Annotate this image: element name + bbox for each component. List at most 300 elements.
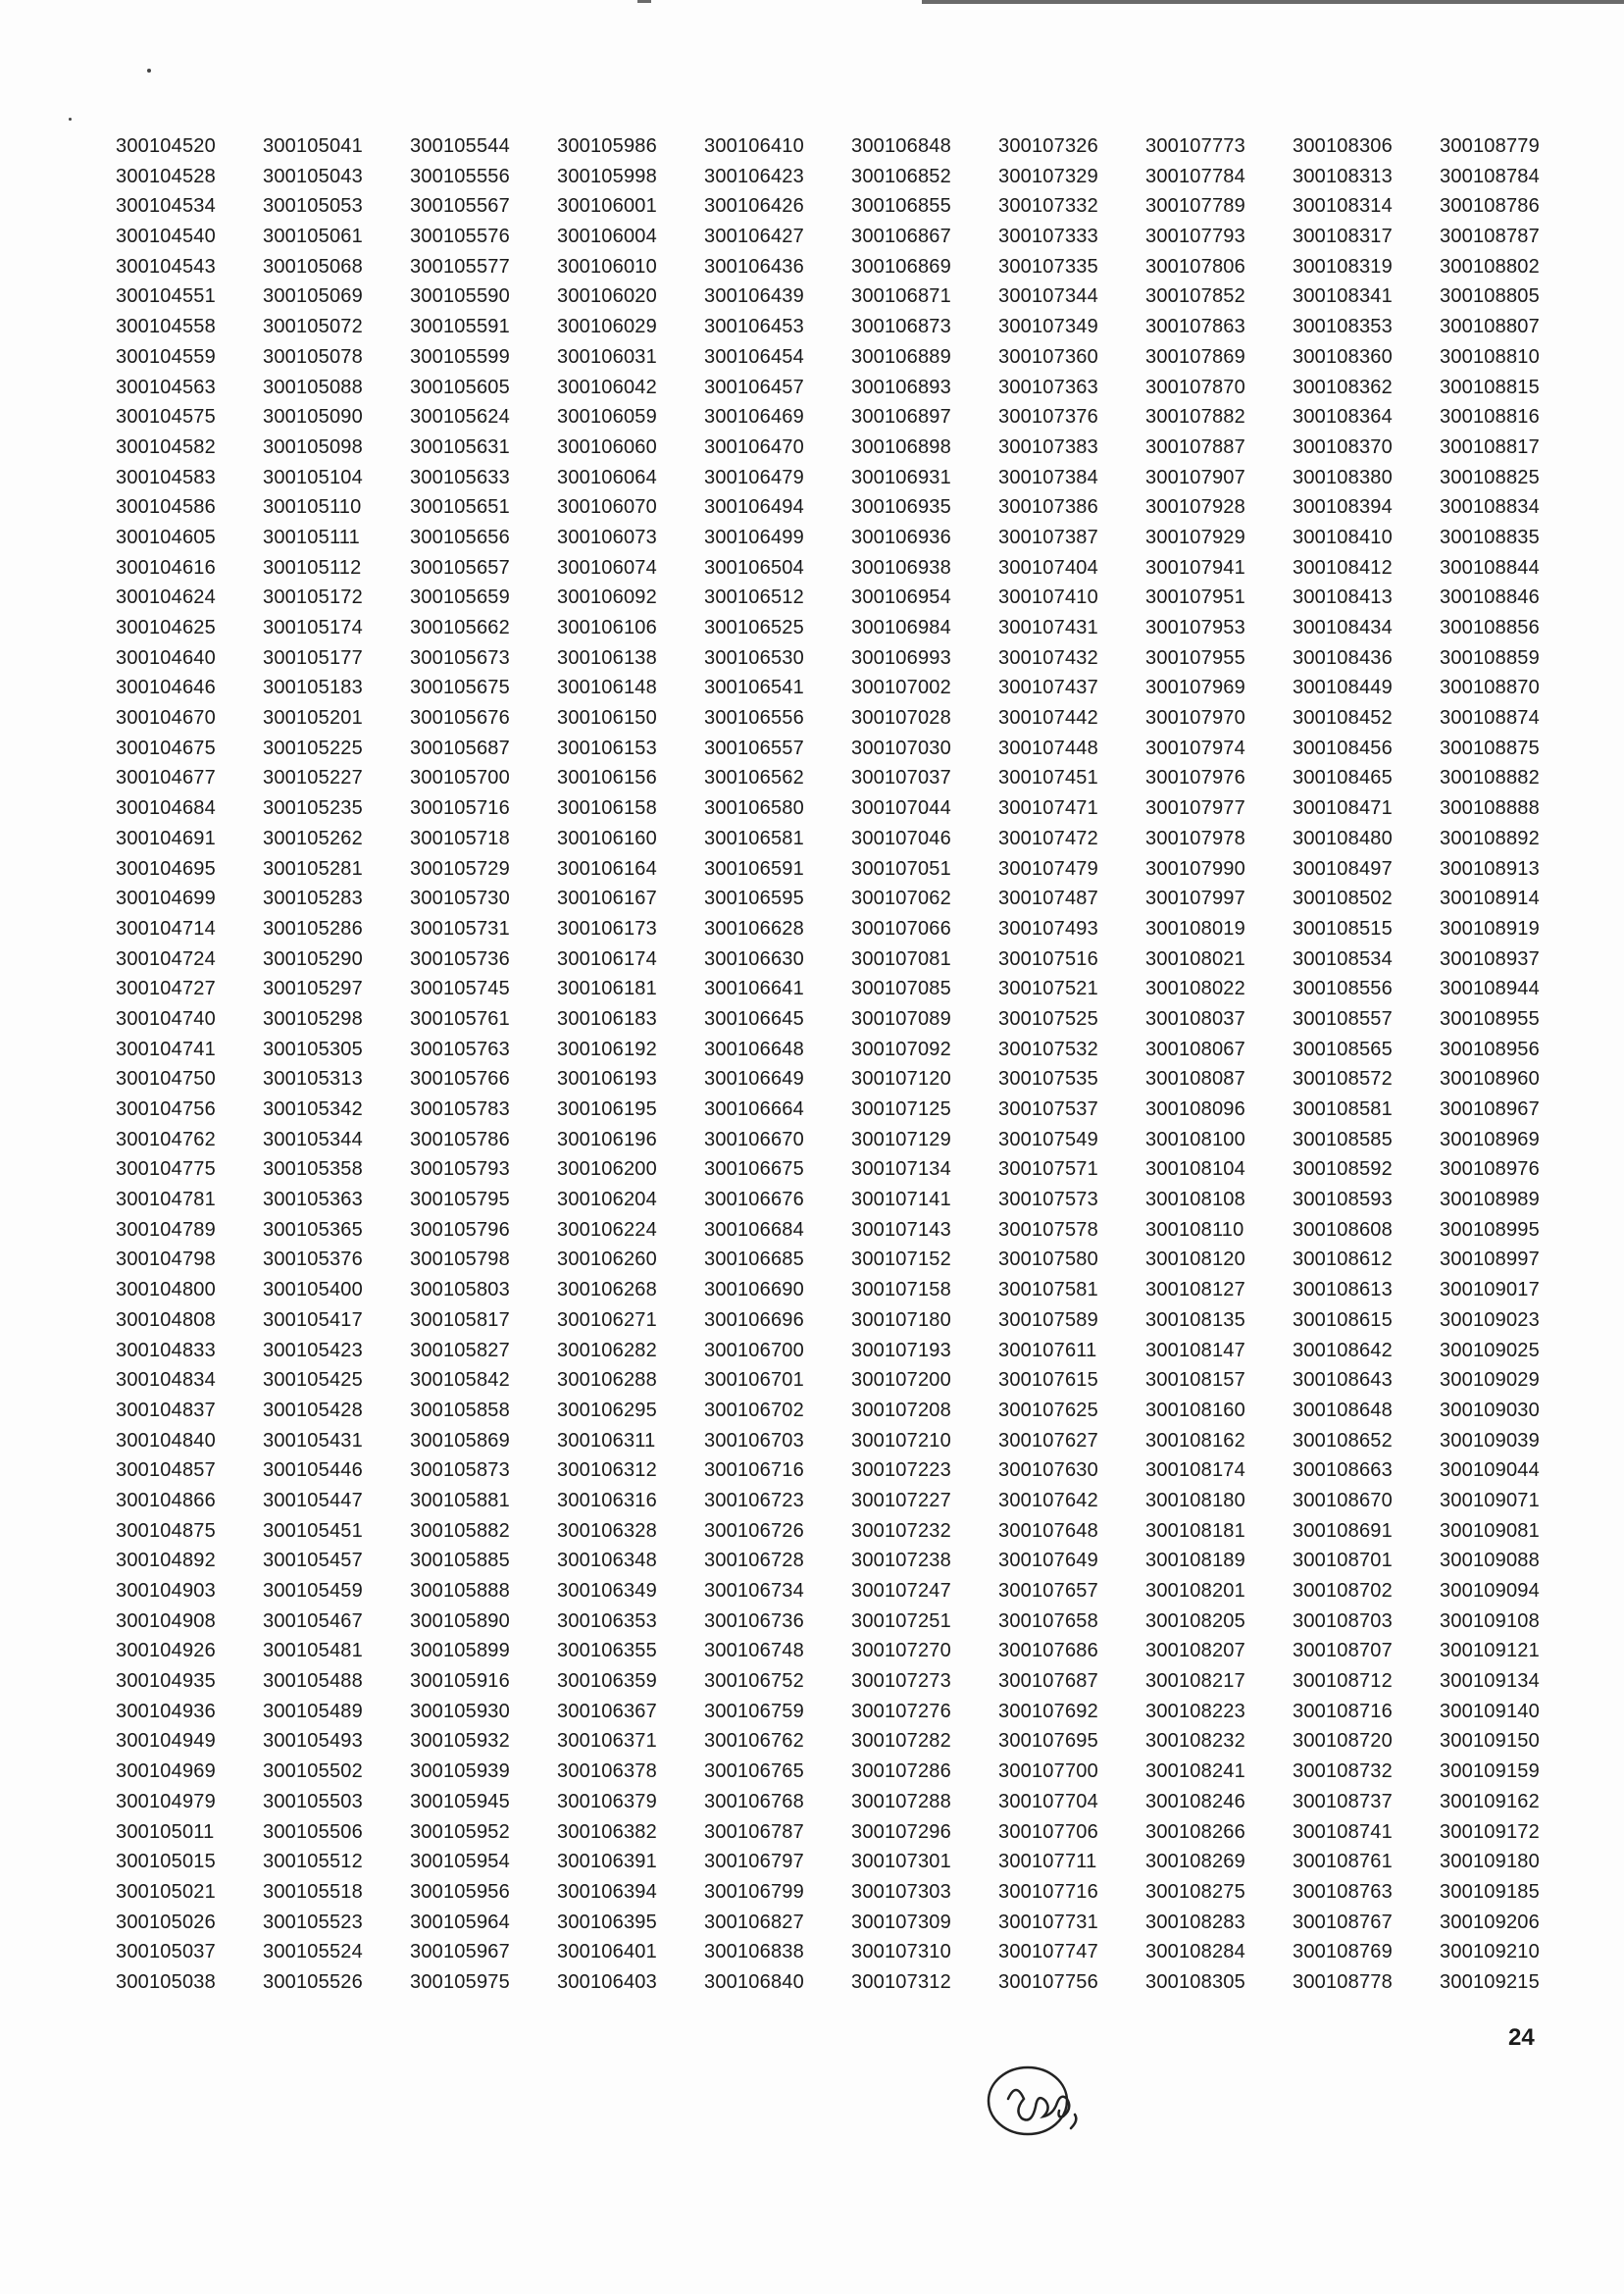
number-cell: 300109039: [1440, 1429, 1540, 1452]
number-cell: 300106648: [704, 1038, 804, 1060]
number-cell: 300109081: [1440, 1519, 1540, 1542]
number-cell: 300105556: [410, 165, 510, 187]
number-cell: 300108456: [1293, 737, 1393, 759]
number-cell: 300107711: [998, 1851, 1097, 1873]
number-cell: 300104520: [116, 135, 216, 157]
number-cell: 300108127: [1145, 1279, 1245, 1301]
number-cell: 300107232: [851, 1519, 951, 1542]
number-cell: 300107030: [851, 737, 951, 759]
number-cell: 300106726: [704, 1519, 804, 1542]
number-cell: 300105763: [410, 1038, 510, 1060]
number-cell: 300106355: [557, 1640, 657, 1662]
number-cell: 300105457: [263, 1550, 363, 1572]
number-cell: 300108021: [1145, 947, 1245, 970]
number-cell: 300107521: [998, 978, 1098, 1000]
number-cell: 300107578: [998, 1218, 1098, 1241]
number-column: [263, 131, 410, 1998]
number-cell: 300108976: [1440, 1158, 1540, 1181]
number-cell: 300108019: [1145, 917, 1245, 940]
number-cell: 300107089: [851, 1007, 951, 1030]
number-cell: 300105675: [410, 677, 510, 699]
number-cell: 300105313: [263, 1068, 363, 1091]
number-cell: 300108913: [1440, 857, 1540, 880]
number-cell: 300108581: [1293, 1098, 1393, 1120]
number-cell: 300105567: [410, 195, 510, 218]
number-cell: 300106060: [557, 435, 657, 458]
number-cell: 300109134: [1440, 1670, 1540, 1693]
number-cell: 300105376: [263, 1249, 363, 1271]
number-cell: 300105068: [263, 255, 363, 278]
number-cell: 300105932: [410, 1730, 510, 1753]
number-cell: 300104892: [116, 1550, 216, 1572]
number-cell: 300106556: [704, 707, 804, 730]
number-cell: 300106696: [704, 1308, 804, 1331]
number-cell: 300105283: [263, 888, 363, 910]
number-cell: 300107887: [1145, 435, 1245, 458]
number-cell: 300108955: [1440, 1007, 1540, 1030]
number-cell: 300108313: [1293, 165, 1393, 187]
number-cell: 300106469: [704, 406, 804, 429]
number-cell: 300105624: [410, 406, 510, 429]
number-cell: 300107581: [998, 1279, 1098, 1301]
number-cell: 300104640: [116, 646, 216, 669]
number-cell: 300108585: [1293, 1128, 1393, 1150]
number-cell: 300107615: [998, 1369, 1098, 1392]
number-cell: 300105718: [410, 827, 510, 849]
number-cell: 300107344: [998, 285, 1098, 308]
number-cell: 300104926: [116, 1640, 216, 1662]
number-cell: 300105605: [410, 376, 510, 398]
number-cell: 300105088: [263, 376, 363, 398]
number-cell: 300106401: [557, 1941, 657, 1963]
number-cell: 300104724: [116, 947, 216, 970]
number-cell: 300108810: [1440, 345, 1540, 368]
number-cell: 300108452: [1293, 707, 1393, 730]
number-cell: 300108364: [1293, 406, 1393, 429]
number-cell: 300105673: [410, 646, 510, 669]
number-cell: 300106282: [557, 1339, 657, 1361]
number-cell: 300109215: [1440, 1970, 1540, 1993]
page-number: 24: [1508, 2024, 1535, 2051]
number-cell: 300107129: [851, 1128, 951, 1150]
number-cell: 300107303: [851, 1880, 951, 1903]
number-cell: 300108670: [1293, 1489, 1393, 1511]
number-cell: 300105916: [410, 1670, 510, 1693]
number-cell: 300105110: [263, 496, 362, 519]
number-cell: 300108217: [1145, 1670, 1245, 1693]
number-cell: 300104675: [116, 737, 216, 759]
number-cell: 300106423: [704, 165, 804, 187]
number-cell: 300107929: [1145, 526, 1245, 548]
number-cell: 300108608: [1293, 1218, 1393, 1241]
number-cell: 300106581: [704, 827, 804, 849]
number-cell: 300104616: [116, 556, 216, 579]
number-cell: 300105015: [116, 1851, 216, 1873]
number-cell: 300107974: [1145, 737, 1245, 759]
number-cell: 300105365: [263, 1218, 363, 1241]
number-cell: 300108471: [1293, 797, 1393, 820]
number-cell: 300108246: [1145, 1790, 1245, 1812]
number-cell: 300107990: [1145, 857, 1245, 880]
number-cell: 300107731: [998, 1911, 1098, 1933]
number-cell: 300105281: [263, 857, 363, 880]
number-cell: 300108712: [1293, 1670, 1393, 1693]
number-cell: 300104837: [116, 1399, 216, 1421]
number-cell: 300105798: [410, 1249, 510, 1271]
number-cell: 300104727: [116, 978, 216, 1000]
number-cell: 300108834: [1440, 496, 1540, 519]
number-cell: 300105305: [263, 1038, 363, 1060]
number-cell: 300108874: [1440, 707, 1540, 730]
number-cell: 300108720: [1293, 1730, 1393, 1753]
number-cell: 300107066: [851, 917, 951, 940]
number-cell: 300107437: [998, 677, 1098, 699]
number-cell: 300107863: [1145, 316, 1245, 338]
scan-artifact-top: [922, 0, 1624, 4]
number-cell: 300107276: [851, 1700, 951, 1722]
number-cell: 300106260: [557, 1249, 657, 1271]
number-cell: 300106855: [851, 195, 951, 218]
number-cell: 300107251: [851, 1609, 951, 1632]
number-cell: 300105657: [410, 556, 510, 579]
number-cell: 300108892: [1440, 827, 1540, 849]
number-cell: 300104875: [116, 1519, 216, 1542]
number-cell: 300108642: [1293, 1339, 1393, 1361]
number-cell: 300108572: [1293, 1068, 1393, 1091]
number-cell: 300106193: [557, 1068, 657, 1091]
number-cell: 300105700: [410, 767, 510, 790]
number-cell: 300108937: [1440, 947, 1540, 970]
number-cell: 300108410: [1293, 526, 1393, 548]
number-cell: 300107642: [998, 1489, 1098, 1511]
number-cell: 300104646: [116, 677, 216, 699]
number-cell: 300108180: [1145, 1489, 1245, 1511]
number-cell: 300107793: [1145, 226, 1245, 248]
number-cell: 300107951: [1145, 586, 1245, 609]
number-cell: 300104691: [116, 827, 216, 849]
number-cell: 300108816: [1440, 406, 1540, 429]
number-cell: 300107479: [998, 857, 1098, 880]
number-cell: 300108515: [1293, 917, 1393, 940]
number-cell: 300108465: [1293, 767, 1393, 790]
number-cell: 300105591: [410, 316, 510, 338]
number-cell: 300105817: [410, 1308, 510, 1331]
number-cell: 300108870: [1440, 677, 1540, 699]
number-cell: 300108825: [1440, 466, 1540, 488]
number-cell: 300107384: [998, 466, 1098, 488]
number-cell: 300109017: [1440, 1279, 1540, 1301]
scan-artifact-top-left: [637, 0, 651, 3]
number-cell: 300108565: [1293, 1038, 1393, 1060]
number-cell: 300108786: [1440, 195, 1540, 218]
number-cell: 300108037: [1145, 1007, 1245, 1030]
number-cell: 300107695: [998, 1730, 1098, 1753]
number-cell: 300108648: [1293, 1399, 1393, 1421]
number-cell: 300108100: [1145, 1128, 1245, 1150]
number-cell: 300107451: [998, 767, 1098, 790]
number-cell: 300105869: [410, 1429, 510, 1452]
number-cell: 300106183: [557, 1007, 657, 1030]
number-cell: 300108266: [1145, 1820, 1245, 1843]
number-cell: 300106426: [704, 195, 804, 218]
number-cell: 300105503: [263, 1790, 363, 1812]
number-cell: 300107386: [998, 496, 1098, 519]
number-cell: 300105803: [410, 1279, 510, 1301]
number-cell: 300107686: [998, 1640, 1098, 1662]
number-cell: 300106873: [851, 316, 951, 338]
number-cell: 300105298: [263, 1007, 363, 1030]
number-cell: 300106701: [704, 1369, 804, 1392]
number-cell: 300105577: [410, 255, 510, 278]
number-cell: 300106378: [557, 1760, 657, 1783]
number-cell: 300107152: [851, 1249, 951, 1271]
number-cell: 300107472: [998, 827, 1098, 849]
number-cell: 300107525: [998, 1007, 1098, 1030]
number-cell: 300106454: [704, 345, 804, 368]
number-cell: 300105651: [410, 496, 510, 519]
number-cell: 300108104: [1145, 1158, 1245, 1181]
number-cell: 300105964: [410, 1911, 510, 1933]
number-cell: 300107158: [851, 1279, 951, 1301]
number-cell: 300108732: [1293, 1760, 1393, 1783]
number-cell: 300105954: [410, 1851, 510, 1873]
number-cell: 300106164: [557, 857, 657, 880]
number-cell: 300106195: [557, 1098, 657, 1120]
number-cell: 300107976: [1145, 767, 1245, 790]
number-cell: 300104781: [116, 1189, 216, 1211]
number-cell: 300105795: [410, 1189, 510, 1211]
number-cell: 300105358: [263, 1158, 363, 1181]
number-cell: 300107657: [998, 1580, 1098, 1602]
number-cell: 300107081: [851, 947, 951, 970]
number-cell: 300107687: [998, 1670, 1098, 1693]
number-cell: 300105290: [263, 947, 363, 970]
number-cell: 300106931: [851, 466, 951, 488]
number-cell: 300109159: [1440, 1760, 1540, 1783]
number-cell: 300109185: [1440, 1880, 1540, 1903]
number-cell: 300105512: [263, 1851, 363, 1873]
number-column: [1293, 131, 1440, 1998]
number-cell: 300106395: [557, 1911, 657, 1933]
number-cell: 300106938: [851, 556, 951, 579]
number-cell: 300105890: [410, 1609, 510, 1632]
number-cell: 300109162: [1440, 1790, 1540, 1812]
number-cell: 300106106: [557, 617, 657, 638]
number-cell: 300107432: [998, 646, 1098, 669]
number-cell: 300106348: [557, 1550, 657, 1572]
number-cell: 300109150: [1440, 1730, 1540, 1753]
number-cell: 300106470: [704, 435, 804, 458]
number-cell: 300105599: [410, 345, 510, 368]
number-cell: 300104866: [116, 1489, 216, 1511]
number-cell: 300105858: [410, 1399, 510, 1421]
number-cell: 300107969: [1145, 677, 1245, 699]
number-cell: 300107493: [998, 917, 1098, 940]
number-cell: 300105786: [410, 1128, 510, 1150]
number-cell: 300106703: [704, 1429, 804, 1452]
number-cell: 300107051: [851, 857, 951, 880]
number-cell: 300106158: [557, 797, 657, 820]
number-cell: 300108497: [1293, 857, 1393, 880]
number-cell: 300107286: [851, 1760, 951, 1783]
number-cell: 300107125: [851, 1098, 951, 1120]
number-cell: 300107120: [851, 1068, 951, 1091]
number-cell: 300106799: [704, 1880, 804, 1903]
number-cell: 300107037: [851, 767, 951, 790]
number-cell: 300107335: [998, 255, 1098, 278]
number-cell: 300108989: [1440, 1189, 1540, 1211]
number-cell: 300108615: [1293, 1308, 1393, 1331]
number-cell: 300105967: [410, 1941, 510, 1963]
number-cell: 300105544: [410, 135, 510, 157]
number-cell: 300107333: [998, 226, 1098, 248]
number-cell: 300107141: [851, 1189, 951, 1211]
number-cell: 300108741: [1293, 1820, 1393, 1843]
number-cell: 300106889: [851, 345, 951, 368]
number-cell: 300107310: [851, 1941, 951, 1963]
number-cell: 300108174: [1145, 1459, 1245, 1482]
number-cell: 300108888: [1440, 797, 1540, 820]
number-cell: 300106525: [704, 617, 804, 638]
number-cell: 300108412: [1293, 556, 1393, 579]
number-cell: 300106670: [704, 1128, 804, 1150]
number-cell: 300106436: [704, 255, 804, 278]
number-cell: 300104714: [116, 917, 216, 940]
number-cell: 300105986: [557, 135, 657, 157]
number-cell: 300107978: [1145, 827, 1245, 849]
number-cell: 300104583: [116, 466, 216, 488]
number-cell: 300106059: [557, 406, 657, 429]
number-cell: 300107410: [998, 586, 1098, 609]
number-cell: 300107716: [998, 1880, 1098, 1903]
number-cell: 300104756: [116, 1098, 216, 1120]
number-cell: 300105038: [116, 1970, 216, 1993]
number-cell: 300106150: [557, 707, 657, 730]
number-cell: 300108805: [1440, 285, 1540, 308]
number-cell: 300105952: [410, 1820, 510, 1843]
number-cell: 300105939: [410, 1760, 510, 1783]
number-cell: 300108181: [1145, 1519, 1245, 1542]
number-cell: 300106723: [704, 1489, 804, 1511]
number-cell: 300108362: [1293, 376, 1393, 398]
number-cell: 300106787: [704, 1820, 804, 1843]
number-cell: 300107092: [851, 1038, 951, 1060]
number-cell: 300106020: [557, 285, 657, 308]
number-cell: 300104750: [116, 1068, 216, 1091]
number-cell: 300108802: [1440, 255, 1540, 278]
number-cell: 300106001: [557, 195, 657, 218]
number-cell: 300107882: [1145, 406, 1245, 429]
number-cell: 300104559: [116, 345, 216, 368]
number-cell: 300107773: [1145, 135, 1245, 157]
number-cell: 300107747: [998, 1941, 1098, 1963]
number-cell: 300108663: [1293, 1459, 1393, 1482]
number-cell: 300104558: [116, 316, 216, 338]
number-cell: 300108314: [1293, 195, 1393, 218]
number-cell: 300108189: [1145, 1550, 1245, 1572]
number-cell: 300107611: [998, 1339, 1097, 1361]
number-cell: 300105467: [263, 1609, 363, 1632]
number-cell: 300105899: [410, 1640, 510, 1662]
number-cell: 300105111: [263, 526, 360, 548]
number-cell: 300107288: [851, 1790, 951, 1812]
number-cell: 300108284: [1145, 1941, 1245, 1963]
number-cell: 300106649: [704, 1068, 804, 1091]
number-cell: 300108701: [1293, 1550, 1393, 1572]
number-cell: 300105177: [263, 646, 363, 669]
number-cell: 300105506: [263, 1820, 363, 1843]
number-cell: 300106984: [851, 617, 951, 638]
number-cell: 300105112: [263, 556, 362, 579]
number-cell: 300104857: [116, 1459, 216, 1482]
number-cell: 300106499: [704, 526, 804, 548]
number-cell: 300106852: [851, 165, 951, 187]
number-cell: 300105745: [410, 978, 510, 1000]
number-cell: 300106457: [704, 376, 804, 398]
number-cell: 300107442: [998, 707, 1098, 730]
number-column: [998, 131, 1145, 1998]
number-cell: 300104625: [116, 617, 216, 638]
number-cell: 300104833: [116, 1339, 216, 1361]
number-cell: 300106439: [704, 285, 804, 308]
number-cell: 300105888: [410, 1580, 510, 1602]
number-cell: 300105662: [410, 617, 510, 638]
number-cell: 300105975: [410, 1970, 510, 1993]
number-cell: 300105041: [263, 135, 363, 157]
number-cell: 300106630: [704, 947, 804, 970]
number-cell: 300107360: [998, 345, 1098, 368]
number-cell: 300108319: [1293, 255, 1393, 278]
number-cell: 300105488: [263, 1670, 363, 1693]
number-cell: 300105881: [410, 1489, 510, 1511]
number-cell: 300106153: [557, 737, 657, 759]
number-cell: 300107193: [851, 1339, 951, 1361]
number-cell: 300107376: [998, 406, 1098, 429]
number-cell: 300104528: [116, 165, 216, 187]
number-cell: 300107227: [851, 1489, 951, 1511]
number-cell: 300104543: [116, 255, 216, 278]
number-cell: 300106074: [557, 556, 657, 579]
number-cell: 300107658: [998, 1609, 1098, 1632]
number-cell: 300105766: [410, 1068, 510, 1091]
number-cell: 300109180: [1440, 1851, 1540, 1873]
number-cell: 300105053: [263, 195, 363, 218]
number-table: [116, 131, 1587, 1998]
number-cell: 300109140: [1440, 1700, 1540, 1722]
number-cell: 300105423: [263, 1339, 363, 1361]
number-cell: 300107700: [998, 1760, 1098, 1783]
number-cell: 300105524: [263, 1941, 363, 1963]
number-cell: 300108944: [1440, 978, 1540, 1000]
number-cell: 300108305: [1145, 1970, 1245, 1993]
number-cell: 300109172: [1440, 1820, 1540, 1843]
number-cell: 300107085: [851, 978, 951, 1000]
number-cell: 300106893: [851, 376, 951, 398]
number-cell: 300108997: [1440, 1249, 1540, 1271]
number-cell: 300107928: [1145, 496, 1245, 519]
number-cell: 300107200: [851, 1369, 951, 1392]
number-cell: 300108807: [1440, 316, 1540, 338]
number-cell: 300106797: [704, 1851, 804, 1873]
signature-image: [981, 2060, 1128, 2148]
number-cell: 300105446: [263, 1459, 363, 1482]
number-cell: 300108956: [1440, 1038, 1540, 1060]
number-cell: 300106728: [704, 1550, 804, 1572]
number-cell: 300107648: [998, 1519, 1098, 1542]
number-cell: 300106848: [851, 135, 951, 157]
number-cell: 300105297: [263, 978, 363, 1000]
number-cell: 300105761: [410, 1007, 510, 1030]
